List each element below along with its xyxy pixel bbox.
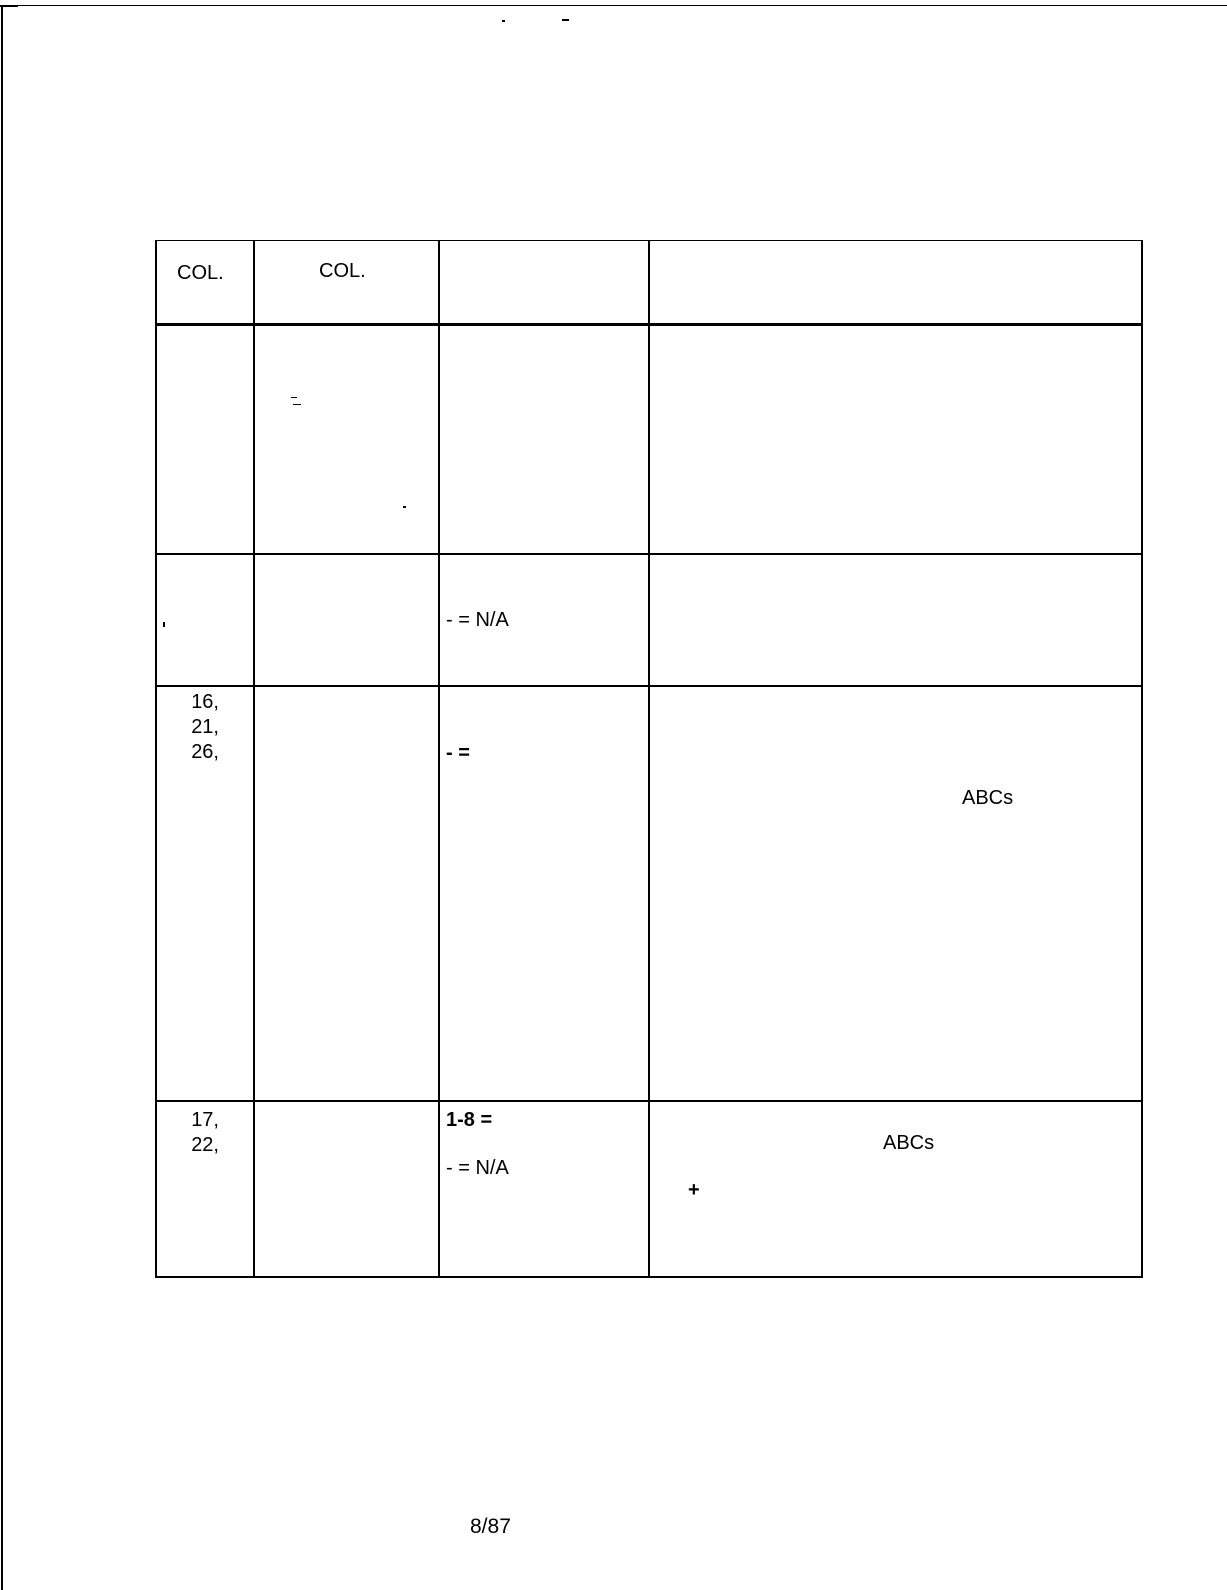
- column-divider: [253, 240, 255, 1276]
- header-col-label: COL.: [177, 262, 224, 284]
- row-divider: [155, 685, 1143, 687]
- scan-speck: [502, 20, 505, 22]
- description-text: ABCs: [962, 787, 1014, 809]
- header-divider: [155, 323, 1143, 326]
- row-divider: [155, 553, 1143, 555]
- column-number: 22,: [191, 1134, 219, 1156]
- column-number: 16,: [191, 691, 219, 713]
- table-bottom-rule: [155, 1276, 1143, 1278]
- page-date: 8/87: [470, 1515, 511, 1538]
- page-left-rule: [1, 5, 3, 1590]
- column-divider: [438, 240, 440, 1276]
- column-number: 26,: [191, 741, 219, 763]
- page-top-rule: [0, 5, 1227, 6]
- column-number: 21,: [191, 716, 219, 738]
- scan-speck: [562, 19, 569, 21]
- description-text: ABCs: [883, 1132, 935, 1154]
- page-corner-mark: [0, 5, 18, 7]
- row-divider: [155, 1100, 1143, 1102]
- value-text: - = N/A: [446, 1157, 509, 1179]
- value-text: - = N/A: [446, 609, 509, 631]
- header-col-label: COL.: [319, 260, 366, 282]
- description-text: +: [688, 1179, 700, 1201]
- value-text: - =: [446, 742, 470, 764]
- column-number: 17,: [191, 1109, 219, 1131]
- column-divider: [648, 240, 650, 1276]
- value-text: 1-8 =: [446, 1109, 493, 1131]
